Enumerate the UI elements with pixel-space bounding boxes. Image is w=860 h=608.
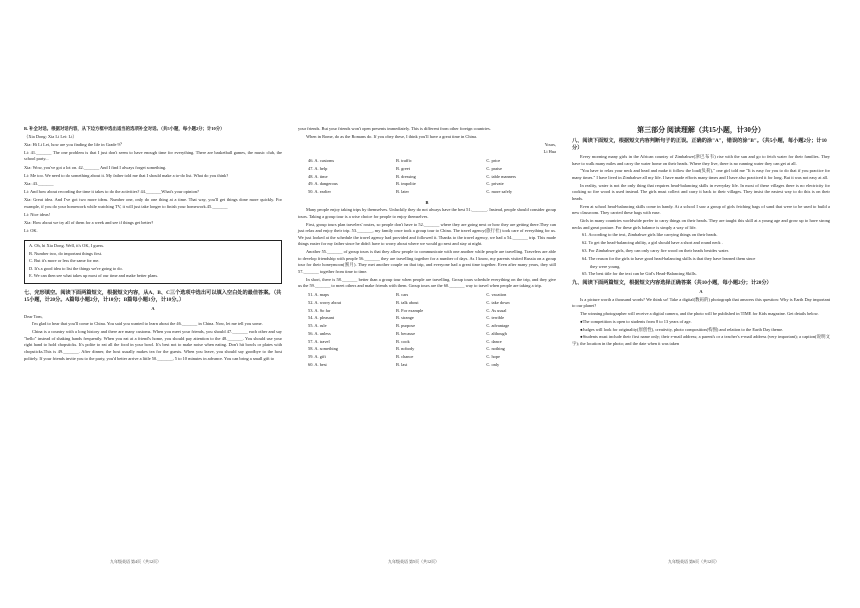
choice-b: B. traffic (396, 157, 412, 163)
dialog-line: Li: OK. (24, 228, 38, 234)
passage-b-paragraph: In short, there is 58._______ better than a group tour when people are travelling. Group tours schedule everything on the trip, and they give us the 59._______ to meet others and make friends with them. Group tours are the 60._______ way to travel when people are taking a trip. (298, 276, 556, 289)
option-a: A. Oh, hi Xia Dong. Well, it's OK, I guess. (29, 243, 105, 249)
letter-paragraph: your friends. But your friends won't open presents immediately. This is different from other foreign countries. (298, 126, 491, 131)
passage-b-paragraph: Another 55._______ of group tours is that they allow people to communicate with one another while people are travelling. Travelers are able to develop friendship with people 56._______ they are travelling together for a number of days. As I know, my parents visited Russia on a group tour for their honeymoon(蜜月). They met another couple on that trip, and everyone had a great time together. Even after many years, they still 57._______ together from time to time. (298, 249, 556, 274)
passage-8-paragraph: Girls in many countries worldwide prefer to carry things on their heads. They are taught this skill at a young age and grow up to have strong necks and great posture. For these girls balance is simply a way of life. (572, 218, 830, 230)
passage-b-paragraph: First, group tours plan travelers' routes, so people don't have to 52._______ where they are going next or how they are getting there.They can just relax and enjoy their trip. 53._______, my family once took a group tour to China. The travel agency(旅行社) took care of everything for us. We just looked at the schedule the travel agency had provided and followed it. Thanks to the travel agency, we had a 54._______ trip. This made things easier for my father since he didn't have to worry about where we would go next and stay at night. (298, 221, 556, 247)
letter-signature: Li Hua (543, 149, 556, 155)
page-footer-4: 九年级英语 第4页（共12页） (110, 559, 161, 564)
column-2 (298, 126, 556, 373)
choice-a: 56. A. unless (308, 330, 331, 336)
letter-closing: Yours, (544, 141, 556, 147)
choice-b: B. impolite (396, 181, 416, 187)
dialog-line: Li: Nice ideas! (24, 212, 51, 218)
choice-c: C. As usual (486, 307, 507, 313)
choice-a: 50. A. earlier (308, 189, 331, 195)
statement-64: 64. The reason for the girls to have good head-balancing skills is that they have learned them since (582, 255, 756, 261)
choice-a: 53. A. So far (308, 307, 331, 313)
passage-9-paragraph: The winning photographer will receive a digital camera, and the photo will be published in TIME for Kids magazine. Get details below. (580, 310, 819, 316)
columns (24, 126, 836, 373)
choice-c: C. advantage (486, 323, 510, 329)
option-d: D. It's a good idea to list the things we're going to do. (29, 265, 123, 271)
choice-a: 59. A. gift (308, 354, 326, 360)
choice-b: B. because (396, 330, 416, 336)
choice-b: B. last (396, 361, 408, 367)
options-box (24, 240, 282, 284)
choice-c: C. vacation (486, 291, 507, 297)
dialog-line: Li: Me too. We need to do something about it. My father told me that I should make a to-do list. What do you think? (24, 172, 229, 178)
section-b-title: B. 补全对话。根据对话内容，从下边方框中选出适当的选项补全对话。（共5小题，每小题2分；计10分） (24, 126, 225, 131)
passage-8-paragraph: Every morning many girls in the African country of Zimbabwe(津巴布韦) rise with the sun and go to fetch water for their families. They have to walk many miles and carry the water home on their heads. Where they live, there is no running water they can get at all. (572, 154, 830, 166)
passage-9-bullet: ●Students must include their first name only; their e-mail address; a parent's or a teacher's e-mail address (very important); a caption(说明文字); the location in the photo; and the date when it was taken (572, 334, 830, 346)
choice-b: B. cars (396, 291, 409, 297)
passage-9-bullet: ●The competition is open to students from 8 to 13 years of age. (580, 318, 692, 324)
choice-row (298, 189, 556, 196)
choice-a: 46. A. customs (308, 157, 335, 163)
choice-row (298, 331, 556, 338)
letter-paragraph: I'm glad to hear that you'll come to China. You said you wanted to learn about the 46._______ in China. Now, let me tell you some. (32, 321, 263, 327)
choice-b: B. purpose (396, 323, 416, 329)
passage-a-label: A (151, 306, 155, 311)
passage-8-paragraph: In reality, water is not the only thing that requires head-balancing skills in everyday life. In most of these villages there is no electricity for cooking so fire wood is used instead. The girls must collect and carry it back to their villages. They insist the easiest way to do this is on their heads. (572, 182, 830, 201)
choice-row (298, 181, 556, 188)
section-9-title: 九、阅读下面两篇短文，根据短文内容选择正确答案（共10小题，每小题2分；计20分） (572, 279, 772, 286)
choice-a: 60. A. best (308, 361, 327, 367)
letter-paragraph: China is a country with a long history and there are many customs. When you meet your friends, you should 47._______ each other and say "hello" instead of shaking hands frequently. When you eat at a friend's home, you should pay attention to the 48._______. You should use your right hand to hold chopsticks. It's polite to eat all the food in your bowl. It's best not to make noise when eating. Don't hit bowls or plates with chopsticks.This is 49._______. After dinner, the host usually makes tea for the guests. When you leave, you should say goodbye to the host politely. If your friends invite you to the party, you'd better arrive a little 50._______, 5 to 10 minutes in advance. You can bring a small gift to (24, 329, 282, 361)
choice-b: B. cook (396, 338, 410, 344)
choice-c: C. although (486, 330, 507, 336)
dialog-line: Li: And how about recording the time it takes to do the activities? 44._______What's your opinion? (24, 189, 199, 195)
choice-c: C. private (486, 181, 504, 187)
choices-a (298, 158, 556, 196)
option-c: C. But it's more or less the same for me. (29, 258, 100, 264)
dialog-line: Xia: 43._______ (24, 180, 54, 186)
choice-a: 55. A. rule (308, 323, 327, 329)
dialog-line: Xia: Wow, you've got a lot on. 42._______ And I find I always forget something. (24, 164, 167, 170)
column-1 (24, 126, 282, 373)
choice-a: 57. A. travel (308, 338, 330, 344)
choice-row (298, 166, 556, 173)
choice-row (298, 300, 556, 307)
page-footer-5: 九年级英语 第5页（共12页） (388, 559, 439, 564)
option-b: B. Number two, do important things first. (29, 250, 103, 256)
passage-9-paragraph: Is a picture worth a thousand words? We think so! Take a digital(数码的) photograph that answers this question: Why is Earth Day important to our planet? (572, 296, 830, 309)
choice-b: B. talk about (396, 299, 419, 305)
choice-a: 49. A. dangerous (308, 181, 338, 187)
page-footer-6: 九年级英语 第6页（共12页） (668, 559, 719, 564)
dialog-line: Xia: Hi Li Lei, how are you finding the life in Grade 9？ (24, 141, 125, 147)
choice-a: 51. A. maps (308, 291, 329, 297)
choice-b: B. For example (396, 307, 424, 313)
choice-b: B. later (396, 189, 409, 195)
choice-a: 54. A. pleasant (308, 315, 335, 321)
speakers-line: （Xia Dong: Xia Li Lei: Li） (24, 133, 77, 139)
choice-b: B. chance (396, 354, 414, 360)
choice-c: C. nothing (486, 346, 505, 352)
choice-c: C. take down (486, 299, 510, 305)
choice-a: 58. A. something (308, 346, 339, 352)
choice-row (298, 346, 556, 353)
choice-row (298, 362, 556, 369)
choice-c: C. price (486, 157, 501, 163)
passage-9a-label: A (699, 288, 703, 294)
choice-b: B. greet (396, 165, 410, 171)
choice-row (298, 158, 556, 165)
choice-c: C. hope (486, 354, 500, 360)
choice-a: 48. A. time (308, 173, 328, 179)
statement-65: 65. The best title for the text can be Girl's Head-Balancing Skills. (582, 271, 697, 277)
choice-row (298, 323, 556, 330)
dialog-line: Li: 41._______ The one problem is that I just don't seem to have enough time for everything. There are basketball games, the music club, the school party... (24, 149, 282, 162)
choice-row (298, 315, 556, 322)
statements-list (572, 232, 830, 278)
passage-b-paragraph: Many people enjoy taking trips by themselves. Unluckily they do not always have the best 51._______. Instead, people should consider group tours. Taking a group tour is a wise choice for people to enjoy themselves. (298, 207, 556, 219)
passage-9-bullet: ●Judges will look for originality(原创性), creativity, photo composition(构图) and relation to the Earth Day theme. (580, 326, 784, 332)
choice-c: C. praise (486, 165, 502, 171)
choice-a: 52. A. worry about (308, 299, 342, 305)
choice-row (298, 292, 556, 299)
part-3-title: 第三部分 阅读理解（共15小题，计30分） (637, 126, 765, 134)
choice-row (298, 174, 556, 181)
choice-row (298, 339, 556, 346)
choice-b: B. dressing (396, 173, 416, 179)
statement-61: 61. According to the text, Zimbabwe girls like carrying things on their heads. (582, 232, 718, 238)
choice-row (298, 354, 556, 361)
passage-b-label: B (425, 199, 429, 205)
choice-c: C. dance (486, 338, 502, 344)
column-3 (572, 126, 830, 373)
letter-paragraph: When in Rome, do as the Romans do. If you obey these, I think you'll have a great time in China. (306, 133, 478, 139)
option-e: E. We can then see what takes up most of our time and make better plans. (29, 273, 159, 279)
passage-8-paragraph: Even at school head-balancing skills come in handy. At a school I saw a group of girls fetching bags of sand that were to be used to build a new classroom. They carried these bags with ease. (572, 203, 830, 216)
choice-c: C. terrible (486, 315, 505, 321)
dialog (24, 142, 282, 235)
section-8-title: 八、阅读下面短文，根据短文内容判断句子的正误。正确的涂"A"，错误的涂"B"。（共5小题，每小题2分；计10分） (572, 138, 827, 151)
choice-c: C. more safely (486, 189, 513, 195)
statement-63: 63. For Zimbabwe girls, they can only carry fire wood on their heads besides water. (582, 248, 729, 254)
letter-greeting: Dear Tom, (24, 313, 43, 319)
choice-a: 47. A. help (308, 165, 328, 171)
section-7-title: 七、完形填空。阅读下面两篇短文，根据短文内容，从A、B、C三个选项中选出可以填入空白处的最佳答案。（共15小题，计20分。A篇每小题2分，计10分；B篇每小题1分，计10分。） (24, 290, 282, 303)
statement-62: 62. To get the head-balancing ability, a girl should have a short and round neck . (582, 240, 723, 246)
choice-b: B. nobody (396, 346, 415, 352)
choice-b: B. strange (396, 315, 414, 321)
dialog-line: Xia: Great idea. And I've got two more ideas. Number one, only do one thing at a time. That way, you'll get things done more quickly. For example, if you do your homework while watching TV, it will just take longer to finish your homework.45._______ (24, 197, 282, 209)
choice-c: C. table manners (486, 173, 516, 179)
statement-64-cont: they were young. (590, 263, 621, 269)
passage-8-paragraph: "You have to relax your neck and head and make it follow the load(负荷)," one girl told me "It is easy for you to do that if you practice for many times." I have lived in Zimbabwe all my life. I have made efforts many times and I have also practiced it for long. But it was not easy at all. (572, 168, 830, 180)
choices-b (298, 292, 556, 369)
dialog-line: Xia: How about we try all of them for a week and see if things get better? (24, 220, 154, 226)
choice-row (298, 308, 556, 315)
choice-c: C. only (486, 361, 500, 367)
